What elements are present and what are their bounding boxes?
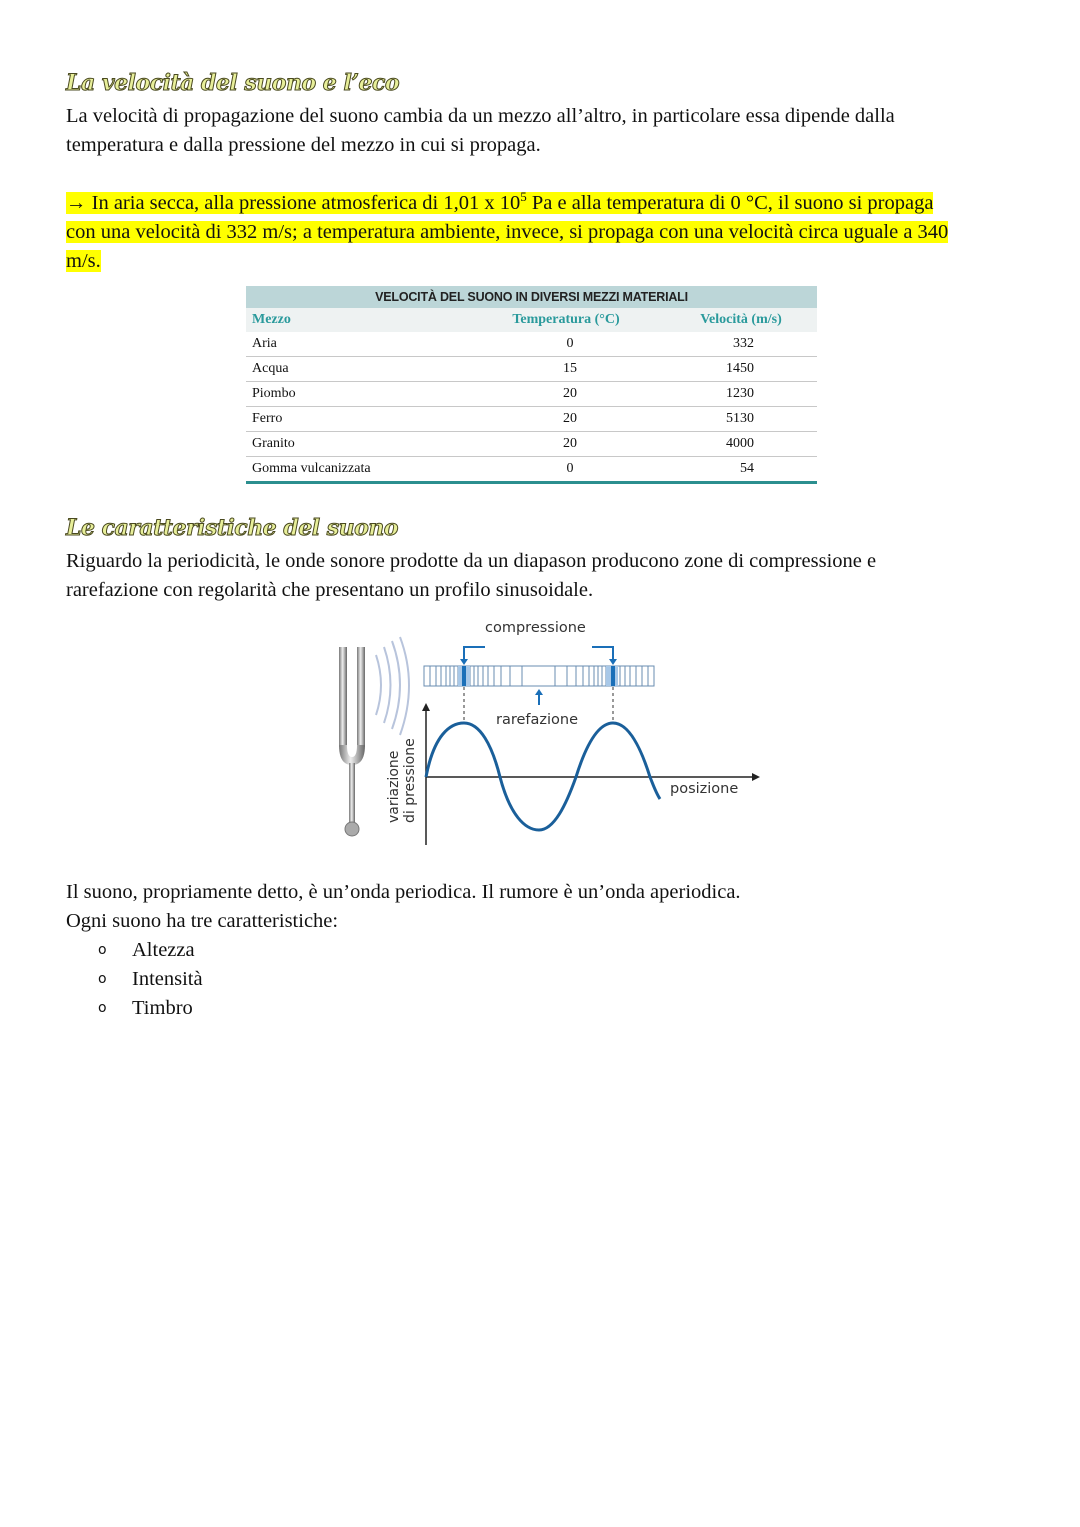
table-row: Piombo 20 1230	[246, 382, 817, 407]
table-header-row	[246, 308, 817, 332]
intro-paragraph	[66, 102, 1016, 160]
label-rarefazione: rarefazione	[496, 712, 579, 728]
section-heading-velocita: La velocità del suono e l’eco	[66, 70, 400, 96]
highlight-line-3: m/s.	[66, 250, 101, 272]
list-item: o Timbro	[98, 994, 203, 1023]
characteristics-list	[98, 936, 203, 1023]
periodicity-paragraph: Riguardo la periodicità, le onde sonore prodotte da un diapason producono zone di compressione e rarefazione con regolarità che presentano un profilo sinusoidale.	[66, 550, 877, 601]
table-row: Ferro 20 5130	[246, 407, 817, 432]
col-header-velocita: Velocità (m/s)	[700, 312, 782, 327]
table-row: Granito 20 4000	[246, 432, 817, 457]
intro-line-1: La velocità di propagazione del suono cambia da un mezzo all’altro, in particolare essa dipende dalla	[66, 105, 895, 127]
list-item: o Altezza	[98, 936, 203, 965]
table-title: VELOCITÀ DEL SUONO IN DIVERSI MEZZI MATERIALI	[246, 286, 817, 308]
bullet-icon: o	[98, 1000, 107, 1016]
col-header-temperatura: Temperatura (°C)	[512, 312, 620, 327]
intro-line-2: temperatura e dalla pressione del mezzo in cui si propaga.	[66, 134, 541, 156]
arrow-icon: →	[66, 192, 87, 214]
bullet-icon: o	[98, 971, 107, 987]
table-row: Acqua 15 1450	[246, 357, 817, 382]
table-row: Aria 0 332	[246, 332, 817, 357]
label-posizione: posizione	[670, 781, 739, 797]
list-item: o Intensità	[98, 965, 203, 994]
wave-type-paragraph: Il suono, propriamente detto, è un’onda periodica. Il rumore è un’onda aperiodica. Ogni suono ha tre caratteristiche:	[66, 881, 741, 932]
highlighted-paragraph	[66, 189, 1016, 276]
tuning-fork-icon	[339, 647, 365, 836]
bullet-icon: o	[98, 942, 107, 958]
highlight-line-1: → In aria secca, alla pressione atmosferica di 1,01 x $10^5$ Pa e alla temperatura di 0 °C, il suono si propaga	[66, 189, 934, 214]
table-row: Gomma vulcanizzata 0 54	[246, 457, 817, 484]
y-axis-label: variazione di pressione	[386, 738, 418, 823]
sound-wave-diagram	[330, 615, 770, 847]
compression-arrows-icon	[464, 647, 613, 660]
sound-wave-arcs-icon	[376, 637, 409, 735]
col-header-mezzo: Mezzo	[252, 312, 291, 327]
label-compressione: compressione	[485, 620, 586, 636]
highlight-line-2: con una velocità di 332 m/s; a temperatura ambiente, invece, si propaga con una velocità circa uguale a 340	[66, 221, 949, 243]
sound-speed-table	[246, 286, 817, 484]
rarefaction-arrow-icon	[535, 689, 543, 705]
section-heading-caratteristiche: Le caratteristiche del suono	[66, 515, 398, 541]
